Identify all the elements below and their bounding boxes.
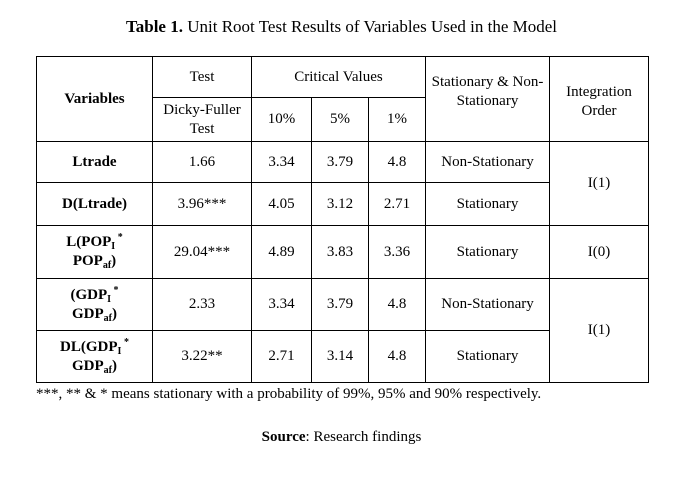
variable-cell: D(Ltrade) — [37, 183, 153, 226]
cv10-cell: 2.71 — [252, 331, 312, 383]
header-cv-1: 1% — [369, 98, 426, 142]
cv1-cell: 4.8 — [369, 142, 426, 183]
header-test: Test — [153, 57, 252, 98]
header-cv-5: 5% — [312, 98, 369, 142]
source-text: : Research findings — [305, 429, 422, 445]
variable-cell: Ltrade — [37, 142, 153, 183]
variable-cell: $L(POP_I$ * $POP_{af}$) — [37, 226, 153, 279]
df-cell: 1.66 — [153, 142, 252, 183]
variable-cell: ($GDP_I$ * $GDP_{af}$) — [37, 279, 153, 331]
table-title-text: Unit Root Test Results of Variables Used in the Model — [182, 17, 558, 36]
df-cell: 3.22** — [153, 331, 252, 383]
header-variables: Variables — [37, 57, 153, 142]
header-critical-values: Critical Values — [252, 57, 426, 98]
header-dickey-fuller: Dicky-Fuller Test — [153, 98, 252, 142]
table-title-label: Table 1. — [125, 17, 183, 36]
cv5-cell: 3.83 — [312, 226, 369, 279]
source-label: Source — [261, 429, 306, 445]
integration-cell: I(1) — [550, 279, 649, 383]
header-cv-10: 10% — [252, 98, 312, 142]
status-cell: Stationary — [426, 226, 550, 279]
cv5-cell: 3.79 — [312, 142, 369, 183]
status-cell: Non-Stationary — [426, 142, 550, 183]
cv10-cell: 4.05 — [252, 183, 312, 226]
cv5-cell: 3.12 — [312, 183, 369, 226]
header-stationary: Stationary & Non-Stationary — [426, 57, 550, 142]
cv1-cell: 4.8 — [369, 331, 426, 383]
significance-note: ***, ** & * means stationary with a probability of 99%, 95% and 90% respectively. — [36, 386, 542, 402]
integration-cell: I(0) — [550, 226, 649, 279]
cv5-cell: 3.14 — [312, 331, 369, 383]
cv10-cell: 3.34 — [252, 142, 312, 183]
cv10-cell: 4.89 — [252, 226, 312, 279]
status-cell: Stationary — [426, 183, 550, 226]
cv1-cell: 3.36 — [369, 226, 426, 279]
cv1-cell: 2.71 — [369, 183, 426, 226]
status-cell: Non-Stationary — [426, 279, 550, 331]
table-row — [37, 279, 649, 331]
variable-cell: $DL(GDP_I$ * $GDP_{af}$) — [37, 331, 153, 383]
df-cell: 2.33 — [153, 279, 252, 331]
source-line — [0, 429, 683, 446]
cv1-cell: 4.8 — [369, 279, 426, 331]
unit-root-table — [36, 56, 649, 383]
header-integration: Integration Order — [550, 57, 649, 142]
status-cell: Stationary — [426, 331, 550, 383]
df-cell: 29.04*** — [153, 226, 252, 279]
cv10-cell: 3.34 — [252, 279, 312, 331]
df-cell: 3.96*** — [153, 183, 252, 226]
table-title — [0, 17, 683, 37]
table-row — [37, 226, 649, 279]
cv5-cell: 3.79 — [312, 279, 369, 331]
table-row — [37, 142, 649, 183]
integration-cell: I(1) — [550, 142, 649, 226]
